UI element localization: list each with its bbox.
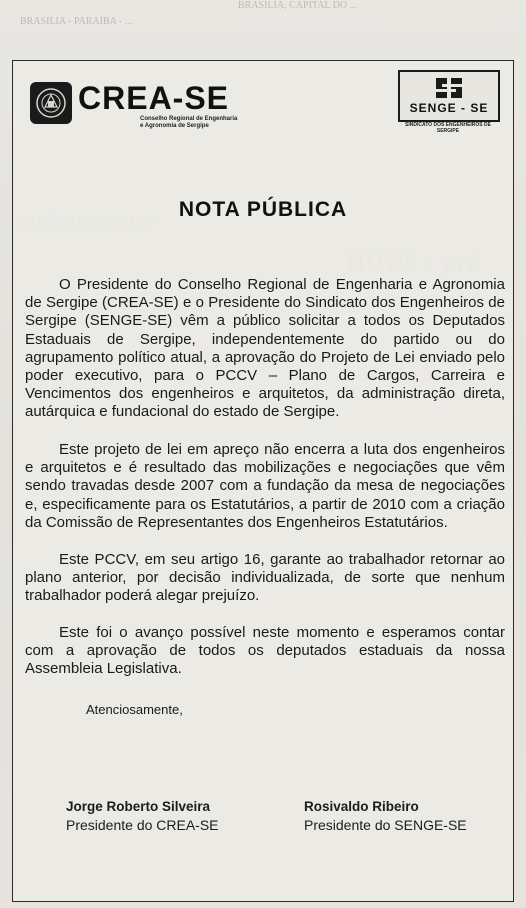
- crea-seal-icon: [30, 82, 72, 124]
- senge-emblem: [398, 70, 500, 122]
- senge-subtitle: SINDICATO DOS ENGENHEIROS DE SERGIPE: [405, 122, 491, 134]
- signatory-role: Presidente do SENGE-SE: [304, 817, 467, 833]
- closing-salutation: Atenciosamente,: [86, 702, 183, 717]
- crea-logo: [30, 82, 240, 140]
- paragraph: Este projeto de lei em apreço não encerra a luta dos engenheiros e arquitetos e é resultado das mobilizações e negociações que vêm sendo travadas desde 2007 com a fundação da mesa de negociações e, especificamente para os Estatutários, a partir de 2010 com a criação da Comissão de Representantes dos Engenheiros Estatutários.: [25, 441, 505, 531]
- signatory-name: Rosivaldo Ribeiro: [304, 799, 419, 814]
- crea-subtitle: Conselho Regional de Engenharia e Agronomia de Sergipe: [140, 116, 238, 129]
- paragraph: Este PCCV, em seu artigo 16, garante ao trabalhador retornar ao plano anterior, por decisão individualizada, de sorte que nenhum trabalhador poderá alegar prejuízo.: [25, 551, 505, 605]
- paragraph: O Presidente do Conselho Regional de Engenharia e Agronomia de Sergipe (CREA-SE) e o Presidente do Sindicato dos Engenheiros de Sergipe (SENGE-SE) vêm a público solicitar a todos os Deputados Estaduais de Sergipe, independentemente do partido ou do agrupamento político atual, a aprovação do Projeto de Lei enviado pelo poder executivo, para o PCCV – Plano de Cargos, Carreira e Vencimentos dos engenheiros e arquitetos, da administração direta, autárquica e fundacional do estado de Sergipe.: [25, 276, 505, 421]
- senge-emblem-icon: [432, 75, 466, 101]
- bleed-through-text: BRASILIA - PARAIBA - ...: [20, 16, 133, 27]
- signatory-role: Presidente do CREA-SE: [66, 817, 219, 833]
- signature-block: [304, 797, 467, 835]
- senge-name: SENGE - SE: [409, 101, 489, 115]
- senge-logo: [398, 70, 498, 134]
- paragraph: Este foi o avanço possível neste momento e esperamos contar com a aprovação de todos os deputados estaduais da nossa Assembleia Legislativa.: [25, 624, 505, 678]
- signatory-name: Jorge Roberto Silveira: [66, 799, 211, 814]
- crea-name: CREA-SE: [78, 80, 230, 116]
- bleed-through-text: BRASÍLIA, CAPITAL DO ...: [238, 0, 358, 11]
- page-title: NOTA PÚBLICA: [178, 198, 348, 221]
- signature-block: [66, 797, 219, 835]
